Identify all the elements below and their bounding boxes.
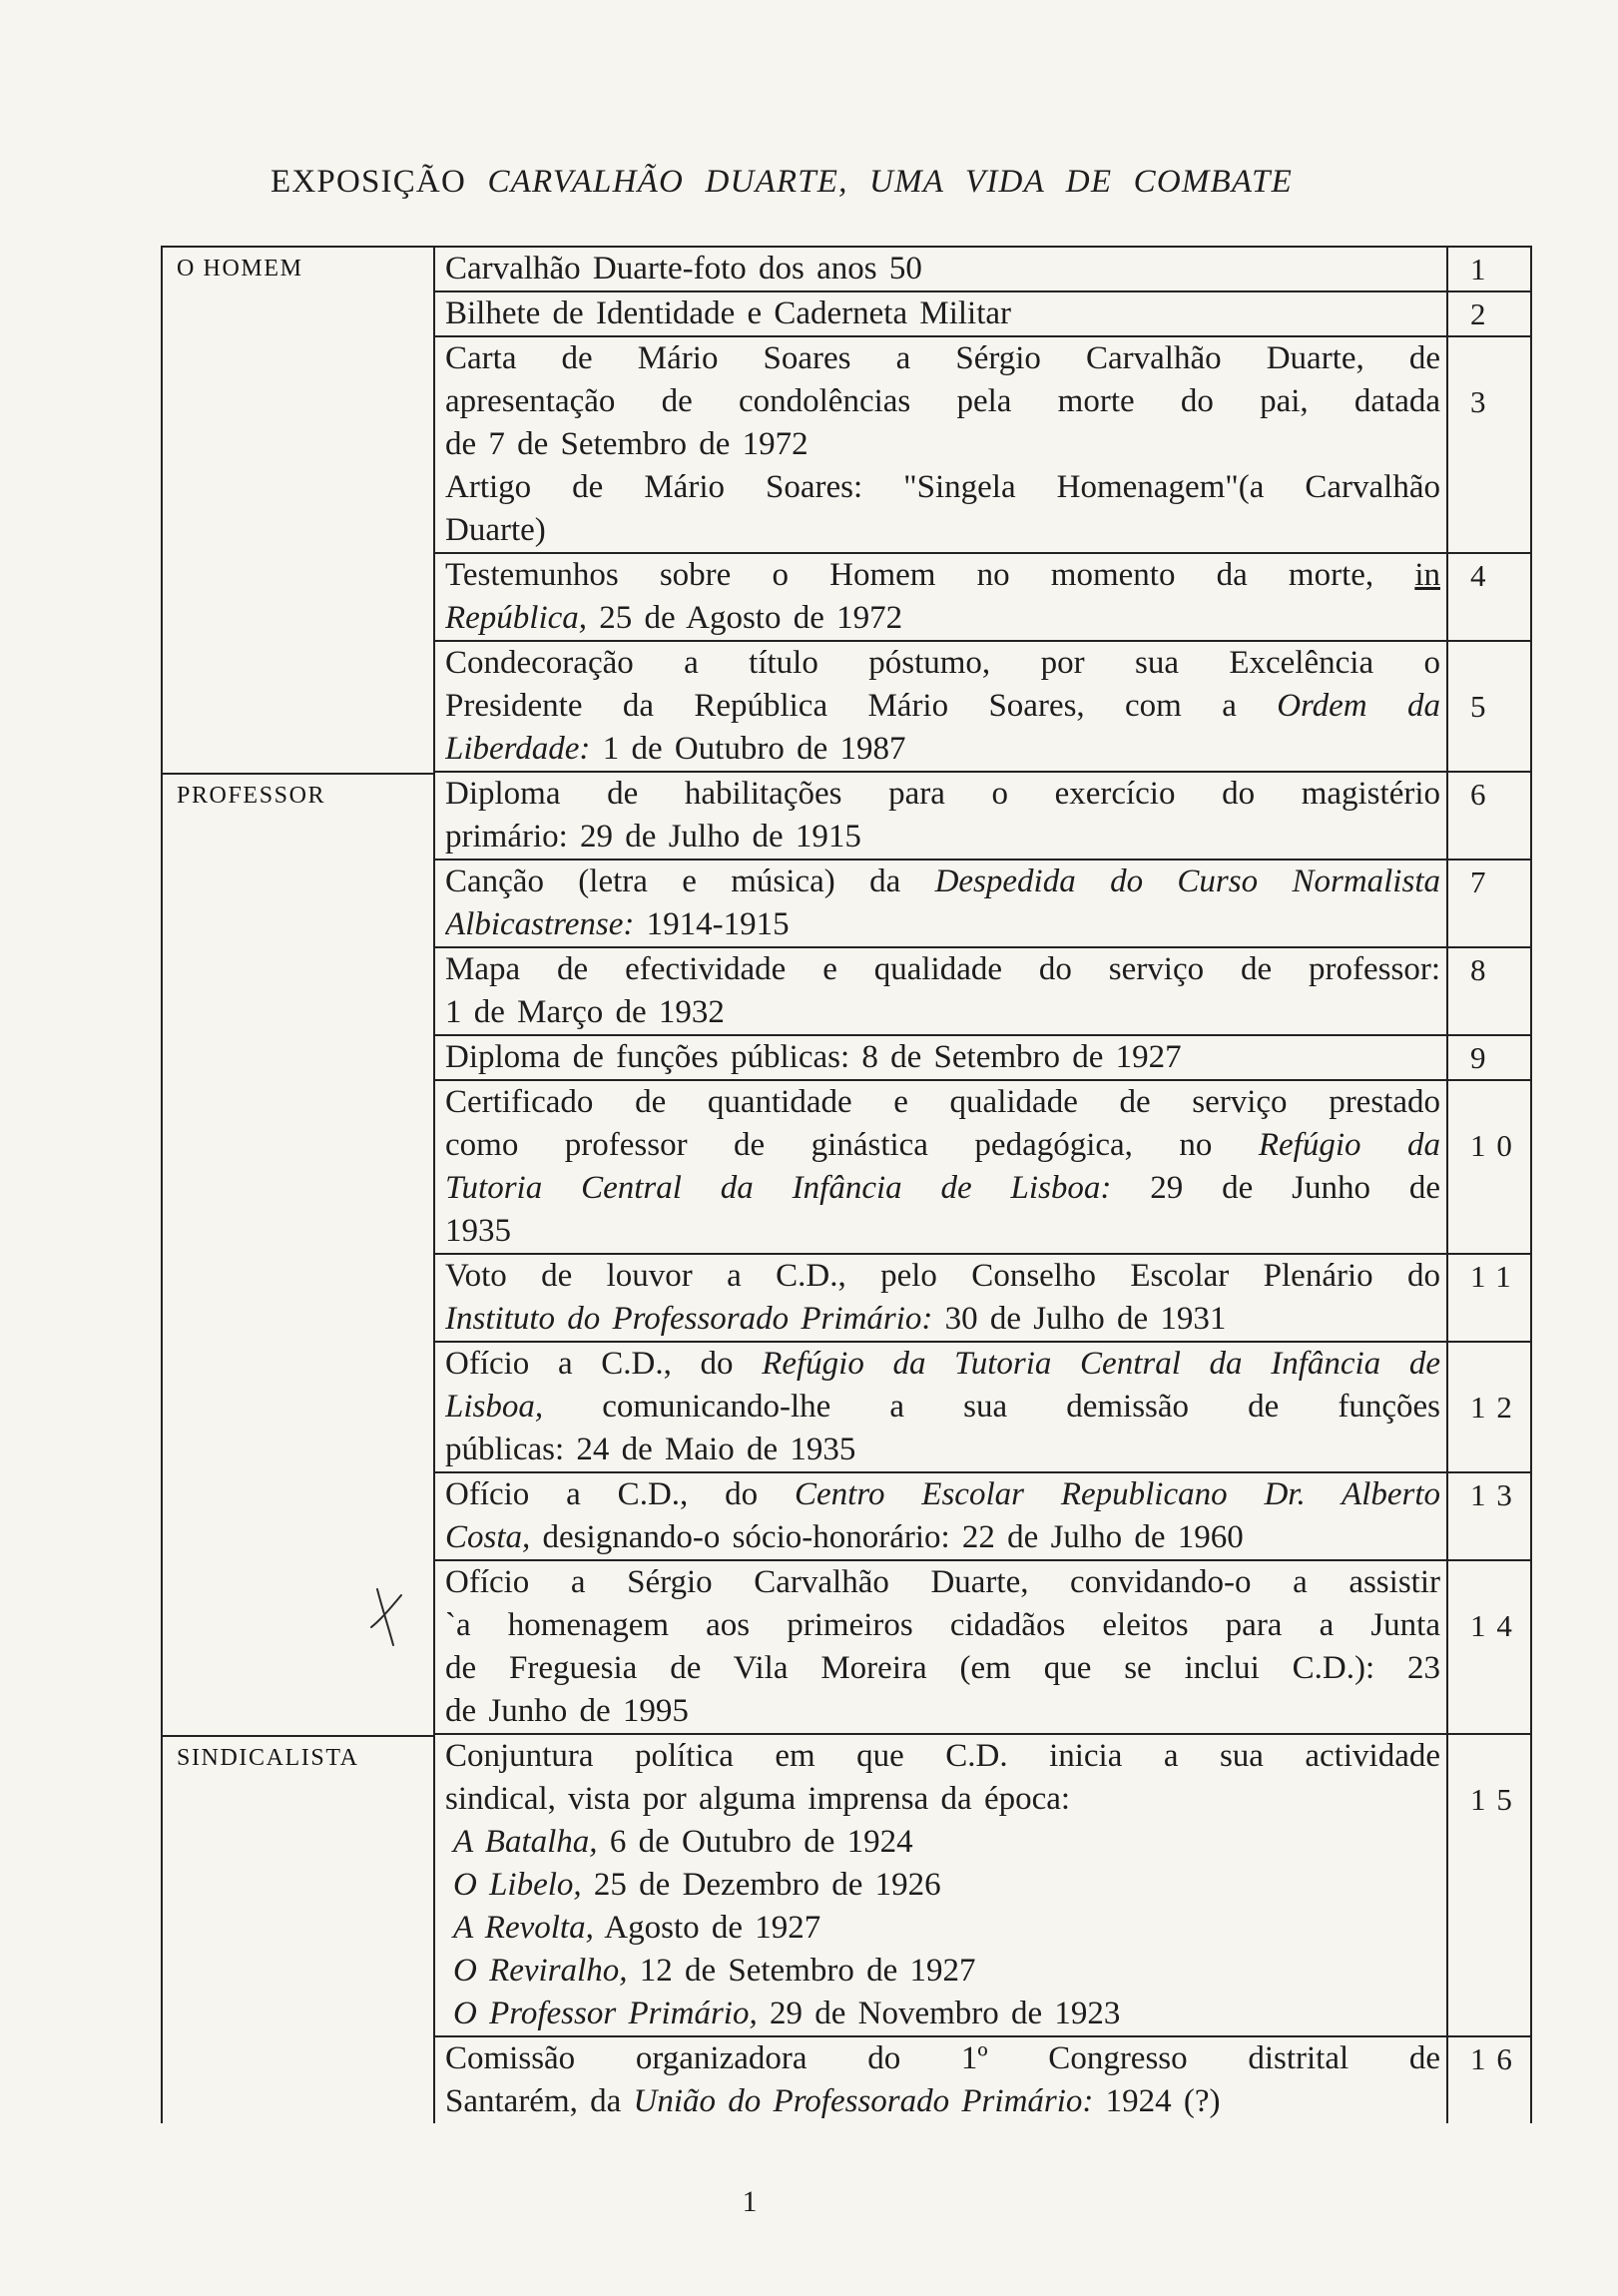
text-segment: 1924 (?) <box>1093 2083 1221 2119</box>
exhibit-number: 13 <box>1470 1477 1523 1512</box>
exhibit-description <box>433 337 1446 552</box>
exhibit-number: 7 <box>1470 864 1497 899</box>
exhibit-number-cell <box>1446 861 1532 946</box>
italic-text: União do Professorado Primário: <box>633 2083 1094 2119</box>
text-segment: apresentação de condolências pela morte do pai, datada <box>445 383 1440 419</box>
exhibit-number: 15 <box>1470 1782 1523 1817</box>
description-paragraph <box>445 773 1440 859</box>
italic-text: Despedida do Curso Normalista <box>934 863 1440 899</box>
section-label: SINDICALISTA <box>161 1735 433 2123</box>
description-line <box>445 1036 1440 1079</box>
description-line <box>445 903 1440 946</box>
exhibit-number-cell <box>1446 554 1532 640</box>
description-line <box>445 2080 1440 2123</box>
exhibit-row <box>433 1473 1532 1561</box>
exhibit-description <box>433 1561 1446 1733</box>
text-segment: 1 de Março de 1932 <box>445 994 725 1030</box>
description-line <box>445 1124 1440 1167</box>
text-segment: Artigo de Mário Soares: "Singela Homenagem"(a Carvalhão <box>445 469 1440 505</box>
press-list <box>445 1821 1440 2035</box>
exhibit-number-cell <box>1446 248 1532 290</box>
italic-text: A Batalha, <box>453 1824 598 1860</box>
exhibit-description <box>433 642 1446 771</box>
section-label: PROFESSOR <box>161 773 433 1735</box>
exhibit-row <box>433 1081 1532 1255</box>
text-segment: de Junho de 1995 <box>445 1693 689 1729</box>
description-line <box>445 642 1440 685</box>
exhibit-number-cell <box>1446 642 1532 771</box>
text-segment: 6 de Outubro de 1924 <box>597 1824 913 1860</box>
exhibit-description <box>433 1473 1446 1559</box>
italic-text: A Revolta, <box>453 1910 594 1946</box>
exhibit-row <box>433 773 1532 861</box>
underlined-text: in <box>1414 557 1440 593</box>
exhibit-description <box>433 1735 1446 2035</box>
description-line <box>445 466 1440 509</box>
text-segment: Voto de louvor a C.D., pelo Conselho Escolar Plenário do <box>445 1258 1440 1294</box>
text-segment: Canção (letra e música) da <box>445 863 935 899</box>
description-line <box>445 509 1440 552</box>
description-line <box>445 554 1440 597</box>
section-rows <box>433 248 1532 773</box>
description-paragraph <box>445 642 1440 771</box>
description-line <box>445 1210 1440 1253</box>
press-item <box>445 1950 1440 1993</box>
description-line <box>445 773 1440 816</box>
exhibit-row <box>433 861 1532 948</box>
description-line <box>445 1298 1440 1341</box>
exhibit-description <box>433 861 1446 946</box>
exhibit-number: 4 <box>1470 558 1497 593</box>
exhibit-number-cell <box>1446 1473 1532 1559</box>
exhibit-description <box>433 773 1446 859</box>
exhibit-description <box>433 554 1446 640</box>
description-paragraph <box>445 861 1440 946</box>
text-segment: de Freguesia de Vila Moreira (em que se inclui C.D.): 23 <box>445 1650 1440 1686</box>
title-italic: CARVALHÃO DUARTE, UMA VIDA DE COMBATE <box>487 164 1293 200</box>
section-rows <box>433 1735 1532 2123</box>
exhibit-row <box>433 1561 1532 1735</box>
exhibit-description <box>433 948 1446 1034</box>
description-line <box>445 1343 1440 1386</box>
text-segment: Mapa de efectividade e qualidade do serviço de professor: <box>445 951 1440 987</box>
description-line <box>445 685 1440 728</box>
exhibit-number-cell <box>1446 1036 1532 1079</box>
text-segment: Ofício a Sérgio Carvalhão Duarte, convidando-o a assistir <box>445 1564 1440 1600</box>
exhibit-description <box>433 1343 1446 1471</box>
description-line <box>445 1561 1440 1604</box>
text-segment: Diploma de funções públicas: 8 de Setembro de 1927 <box>445 1039 1182 1075</box>
description-paragraph <box>445 1036 1440 1079</box>
text-segment: Conjuntura política em que C.D. inicia a sua actividade <box>445 1738 1440 1774</box>
italic-text: O Libelo, <box>453 1867 582 1903</box>
section-label: O HOMEM <box>161 248 433 773</box>
description-paragraph <box>445 1255 1440 1341</box>
exhibit-number: 3 <box>1470 384 1497 419</box>
description-line <box>445 380 1440 423</box>
text-segment: comunicando-lhe a sua demissão de funções <box>543 1389 1440 1425</box>
description-line <box>445 1735 1440 1778</box>
exhibit-number: 16 <box>1470 2041 1523 2076</box>
text-segment: 1914-1915 <box>634 906 790 942</box>
press-item <box>445 1864 1440 1907</box>
description-line <box>445 1604 1440 1647</box>
text-segment: Santarém, da <box>445 2083 634 2119</box>
text-segment: Presidente da República Mário Soares, com a <box>445 688 1278 724</box>
text-segment: Carvalhão Duarte-foto dos anos 50 <box>445 251 922 287</box>
italic-text: República, <box>445 600 588 636</box>
description-line <box>445 816 1440 859</box>
press-item <box>445 1821 1440 1864</box>
description-paragraph <box>445 292 1440 335</box>
exhibit-number-cell <box>1446 1561 1532 1733</box>
exhibit-number: 2 <box>1470 296 1497 331</box>
text-segment: Agosto de 1927 <box>593 1910 821 1946</box>
text-segment: 1 de Outubro de 1987 <box>590 731 906 767</box>
description-line <box>445 1081 1440 1124</box>
page-number: 1 <box>742 2185 758 2218</box>
document-title <box>270 162 1293 202</box>
exhibit-row <box>433 554 1532 642</box>
text-segment: Bilhete de Identidade e Caderneta Militar <box>445 295 1012 331</box>
exhibit-description <box>433 2037 1446 2123</box>
section-sindicalista <box>161 1735 1532 2123</box>
exhibit-description <box>433 1081 1446 1253</box>
exhibit-number: 11 <box>1470 1259 1522 1294</box>
text-segment: Comissão organizadora do 1º Congresso distrital de <box>445 2040 1440 2076</box>
description-paragraph <box>445 2037 1440 2123</box>
exhibit-number-cell <box>1446 1343 1532 1471</box>
exhibit-number-cell <box>1446 337 1532 552</box>
press-item <box>445 1907 1440 1950</box>
exhibit-row <box>433 642 1532 773</box>
exhibit-number: 6 <box>1470 777 1497 812</box>
exhibit-row <box>433 292 1532 337</box>
italic-text: Centro Escolar Republicano Dr. Alberto <box>795 1476 1440 1512</box>
exhibit-number: 1 <box>1470 252 1497 287</box>
text-segment: 25 de Agosto de 1972 <box>587 600 903 636</box>
description-line <box>445 292 1440 335</box>
text-segment: Carta de Mário Soares a Sérgio Carvalhão Duarte, de <box>445 340 1440 376</box>
description-line <box>445 948 1440 991</box>
exhibit-number-cell <box>1446 773 1532 859</box>
description-line <box>445 1690 1440 1733</box>
text-segment: Duarte) <box>445 512 546 548</box>
text-segment: 30 de Julho de 1931 <box>932 1301 1227 1337</box>
exhibit-number: 5 <box>1470 689 1497 724</box>
section-rows <box>433 773 1532 1735</box>
exhibit-row <box>433 1735 1532 2037</box>
description-line <box>445 248 1440 290</box>
description-line <box>445 1647 1440 1690</box>
description-paragraph <box>445 1561 1440 1733</box>
italic-text: Refúgio da <box>1258 1127 1440 1163</box>
exhibit-number-cell <box>1446 1255 1532 1341</box>
description-paragraph <box>445 466 1440 552</box>
text-segment: designando-o sócio-honorário: 22 de Julho de 1960 <box>530 1519 1244 1555</box>
title-prefix: EXPOSIÇÃO <box>270 164 466 200</box>
exhibit-number-cell <box>1446 1735 1532 2035</box>
exhibit-number: 14 <box>1470 1608 1523 1643</box>
exhibit-number-cell <box>1446 1081 1532 1253</box>
text-segment: 1935 <box>445 1213 511 1249</box>
text-segment: 29 de Novembro de 1923 <box>757 1996 1121 2031</box>
description-line <box>445 1778 1440 1821</box>
exhibit-number: 12 <box>1470 1390 1523 1425</box>
description-paragraph <box>445 1081 1440 1253</box>
text-segment: de 7 de Setembro de 1972 <box>445 426 809 462</box>
text-segment: Certificado de quantidade e qualidade de serviço prestado <box>445 1084 1440 1120</box>
exhibit-row <box>433 948 1532 1036</box>
exhibit-row <box>433 248 1532 292</box>
description-paragraph <box>445 1473 1440 1559</box>
handwritten-x-mark <box>367 1583 407 1653</box>
exhibit-number: 8 <box>1470 952 1497 987</box>
description-line <box>445 1516 1440 1559</box>
italic-text: Instituto do Professorado Primário: <box>445 1301 933 1337</box>
exhibit-description <box>433 1036 1446 1079</box>
italic-text: O Professor Primário, <box>453 1996 758 2031</box>
description-line <box>445 2037 1440 2080</box>
text-segment: Condecoração a título póstumo, por sua Excelência o <box>445 645 1440 681</box>
description-paragraph <box>445 248 1440 290</box>
text-segment: Ofício a C.D., do <box>445 1346 763 1382</box>
description-line <box>445 1255 1440 1298</box>
exhibit-description <box>433 292 1446 335</box>
text-segment: Testemunhos sobre o Homem no momento da morte, <box>445 557 1415 593</box>
text-segment: Ofício a C.D., do <box>445 1476 795 1512</box>
description-line <box>445 991 1440 1034</box>
description-paragraph <box>445 554 1440 640</box>
exhibit-row <box>433 1036 1532 1081</box>
exhibit-description <box>433 248 1446 290</box>
description-line <box>445 861 1440 903</box>
italic-text: Liberdade: <box>445 731 591 767</box>
description-line <box>445 1167 1440 1210</box>
exhibit-row <box>433 337 1532 554</box>
exhibit-description <box>433 1255 1446 1341</box>
italic-text: Refúgio da Tutoria Central da Infância de <box>762 1346 1440 1382</box>
italic-text: Lisboa, <box>445 1389 544 1425</box>
text-segment: como professor de ginástica pedagógica, no <box>445 1127 1259 1163</box>
italic-text: Tutoria Central da Infância de Lisboa: <box>445 1170 1112 1206</box>
press-item <box>445 1993 1440 2035</box>
description-line <box>445 423 1440 466</box>
exhibit-number: 10 <box>1470 1128 1523 1163</box>
italic-text: Albicastrense: <box>445 906 635 942</box>
italic-text: Costa, <box>445 1519 531 1555</box>
description-paragraph <box>445 337 1440 466</box>
text-segment: públicas: 24 de Maio de 1935 <box>445 1432 856 1467</box>
description-paragraph <box>445 1343 1440 1471</box>
italic-text: Ordem da <box>1277 688 1440 724</box>
text-segment: Diploma de habilitações para o exercício do magistério <box>445 776 1440 812</box>
description-line <box>445 1386 1440 1429</box>
text-segment: primário: 29 de Julho de 1915 <box>445 819 861 855</box>
description-line <box>445 728 1440 771</box>
text-segment: 29 de Junho de <box>1111 1170 1440 1206</box>
exhibit-number: 9 <box>1470 1040 1497 1075</box>
description-line <box>445 1429 1440 1471</box>
exhibit-row <box>433 2037 1532 2123</box>
text-segment: `a homenagem aos primeiros cidadãos eleitos para a Junta <box>445 1607 1440 1643</box>
exhibit-table <box>161 246 1532 2123</box>
exhibit-row <box>433 1343 1532 1473</box>
exhibit-row <box>433 1255 1532 1343</box>
text-segment: 25 de Dezembro de 1926 <box>581 1867 941 1903</box>
italic-text: O Reviralho, <box>453 1953 628 1989</box>
exhibit-number-cell <box>1446 2037 1532 2123</box>
exhibit-number-cell <box>1446 948 1532 1034</box>
text-segment: 12 de Setembro de 1927 <box>627 1953 976 1989</box>
exhibit-number-cell <box>1446 292 1532 335</box>
description-paragraph <box>445 1735 1440 1821</box>
description-line <box>445 1473 1440 1516</box>
description-paragraph <box>445 948 1440 1034</box>
description-line <box>445 597 1440 640</box>
description-line <box>445 337 1440 380</box>
text-segment: sindical, vista por alguma imprensa da época: <box>445 1781 1071 1817</box>
section-o-homem <box>161 248 1532 773</box>
